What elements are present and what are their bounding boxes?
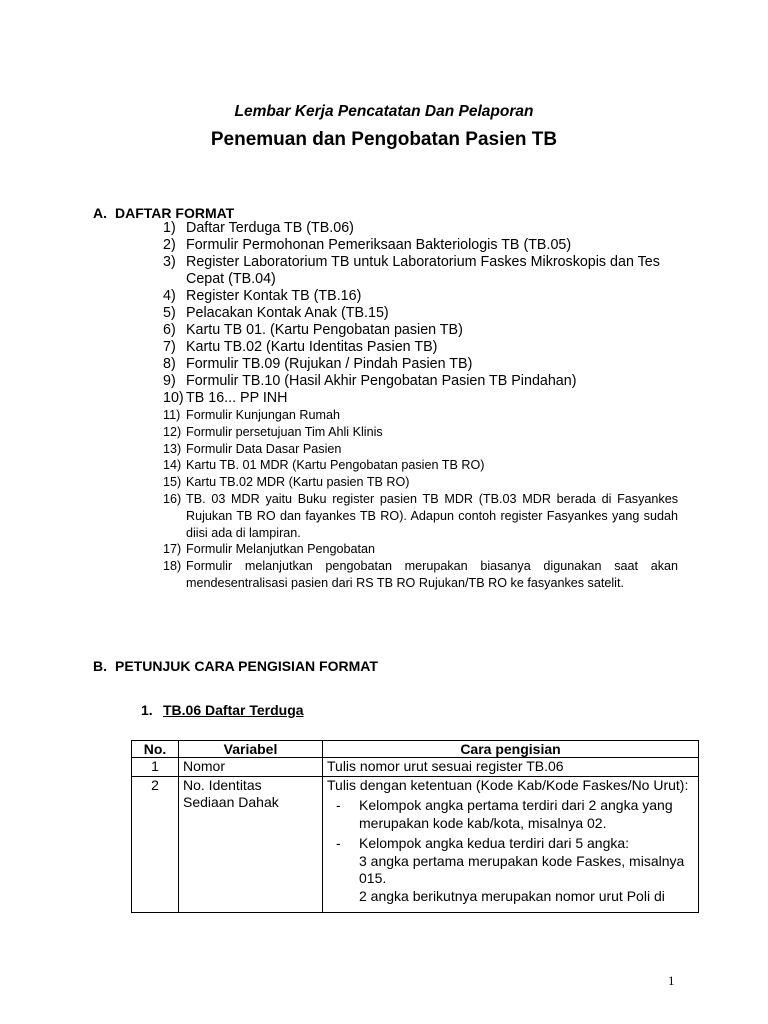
variabel-line: No. Identitas	[183, 776, 262, 793]
header-cara-pengisian: Cara pengisian	[323, 741, 699, 758]
list-item: 11) Formulir Kunjungan Rumah	[163, 408, 340, 422]
table-header-row	[132, 741, 699, 758]
section-a-title: DAFTAR FORMAT	[115, 205, 235, 221]
list-item: 5) Pelacakan Kontak Anak (TB.15)	[163, 305, 389, 321]
list-item: 16) TB. 03 MDR yaitu Buku register pasien TB MDR (TB.03 MDR berada di Fasyankes Rujukan TB RO dan fayankes TB RO). Adapun contoh register Fasyankes yang sudah diisi ada di lampiran.	[163, 491, 678, 540]
list-item: 6) Kartu TB 01. (Kartu Pengobatan pasien TB)	[163, 322, 463, 338]
list-item: 17) Formulir Melanjutkan Pengobatan	[163, 542, 376, 557]
list-item: 4) Register Kontak TB (TB.16)	[163, 288, 362, 304]
bullet-item: - Kelompok angka kedua terdiri dari 5 angka: 3 angka pertama merupakan kode Faskes, misalnya 015. 2 angka berikutnya merupakan nomor urut Poli di	[336, 835, 685, 904]
section-a-number: A.	[93, 205, 107, 221]
list-item: 15) Kartu TB.02 MDR (Kartu pasien TB RO)	[163, 475, 410, 490]
list-item: 2) Formulir Permohonan Pemeriksaan Bakteriologis TB (TB.05)	[163, 237, 572, 253]
cara-intro: Tulis dengan ketentuan (Kode Kab/Kode Faskes/No Urut):	[327, 776, 689, 793]
header-no: No.	[132, 741, 179, 758]
table-row	[132, 758, 699, 777]
variabel-line: Sediaan Dahak	[183, 794, 279, 810]
cell-cara	[323, 776, 699, 912]
list-item: 9) Formulir TB.10 (Hasil Akhir Pengobatan Pasien TB Pindahan)	[163, 373, 577, 389]
list-item: 10) TB 16... PP INH	[163, 390, 288, 406]
subsection-number: 1.	[141, 702, 153, 718]
section-b-heading	[93, 658, 378, 674]
format-list	[163, 220, 678, 592]
cell-variabel: Nomor	[179, 758, 323, 777]
table-row	[132, 776, 699, 912]
document-title-line1: Lembar Kerja Pencatatan Dan Pelaporan	[234, 103, 534, 120]
list-item: 14) Kartu TB. 01 MDR (Kartu Pengobatan pasien TB RO)	[163, 458, 485, 473]
list-item: 8) Formulir TB.09 (Rujukan / Pindah Pasien TB)	[163, 356, 473, 372]
cell-cara: Tulis nomor urut sesuai register TB.06	[323, 758, 699, 777]
section-b-title: PETUNJUK CARA PENGISIAN FORMAT	[115, 658, 378, 674]
list-item: 7) Kartu TB.02 (Kartu Identitas Pasien TB)	[163, 339, 438, 355]
list-item: 3) Register Laboratorium TB untuk Laboratorium Faskes Mikroskopis dan Tes Cepat (TB.04)	[163, 254, 660, 287]
cell-no: 2	[132, 776, 179, 912]
cell-no: 1	[132, 758, 179, 777]
cell-variabel	[179, 776, 323, 912]
dash-bullet: -	[336, 835, 341, 851]
list-item: 18) Formulir melanjutkan pengobatan merupakan biasanya digunakan saat akan mendesentralisasi pasien dari RS TB RO Rujukan/TB RO ke fasyankes satelit.	[163, 559, 678, 590]
instructions-table	[131, 740, 699, 913]
section-a-heading	[93, 205, 234, 221]
dash-bullet: -	[336, 797, 341, 813]
list-item: 13) Formulir Data Dasar Pasien	[163, 441, 342, 456]
list-item: 1) Daftar Terduga TB (TB.06)	[163, 220, 354, 236]
page-number: 1	[668, 973, 675, 988]
document-title-line2: Penemuan dan Pengobatan Pasien TB	[210, 129, 558, 150]
header-variabel: Variabel	[179, 741, 323, 758]
subsection-title: TB.06 Daftar Terduga	[163, 702, 304, 718]
list-item: 12) Formulir persetujuan Tim Ahli Klinis	[163, 424, 383, 439]
section-b-number: B.	[93, 658, 107, 674]
subsection-heading	[141, 702, 304, 718]
bullet-item: - Kelompok angka pertama terdiri dari 2 angka yang merupakan kode kab/kota, misalnya 02.	[336, 797, 673, 831]
